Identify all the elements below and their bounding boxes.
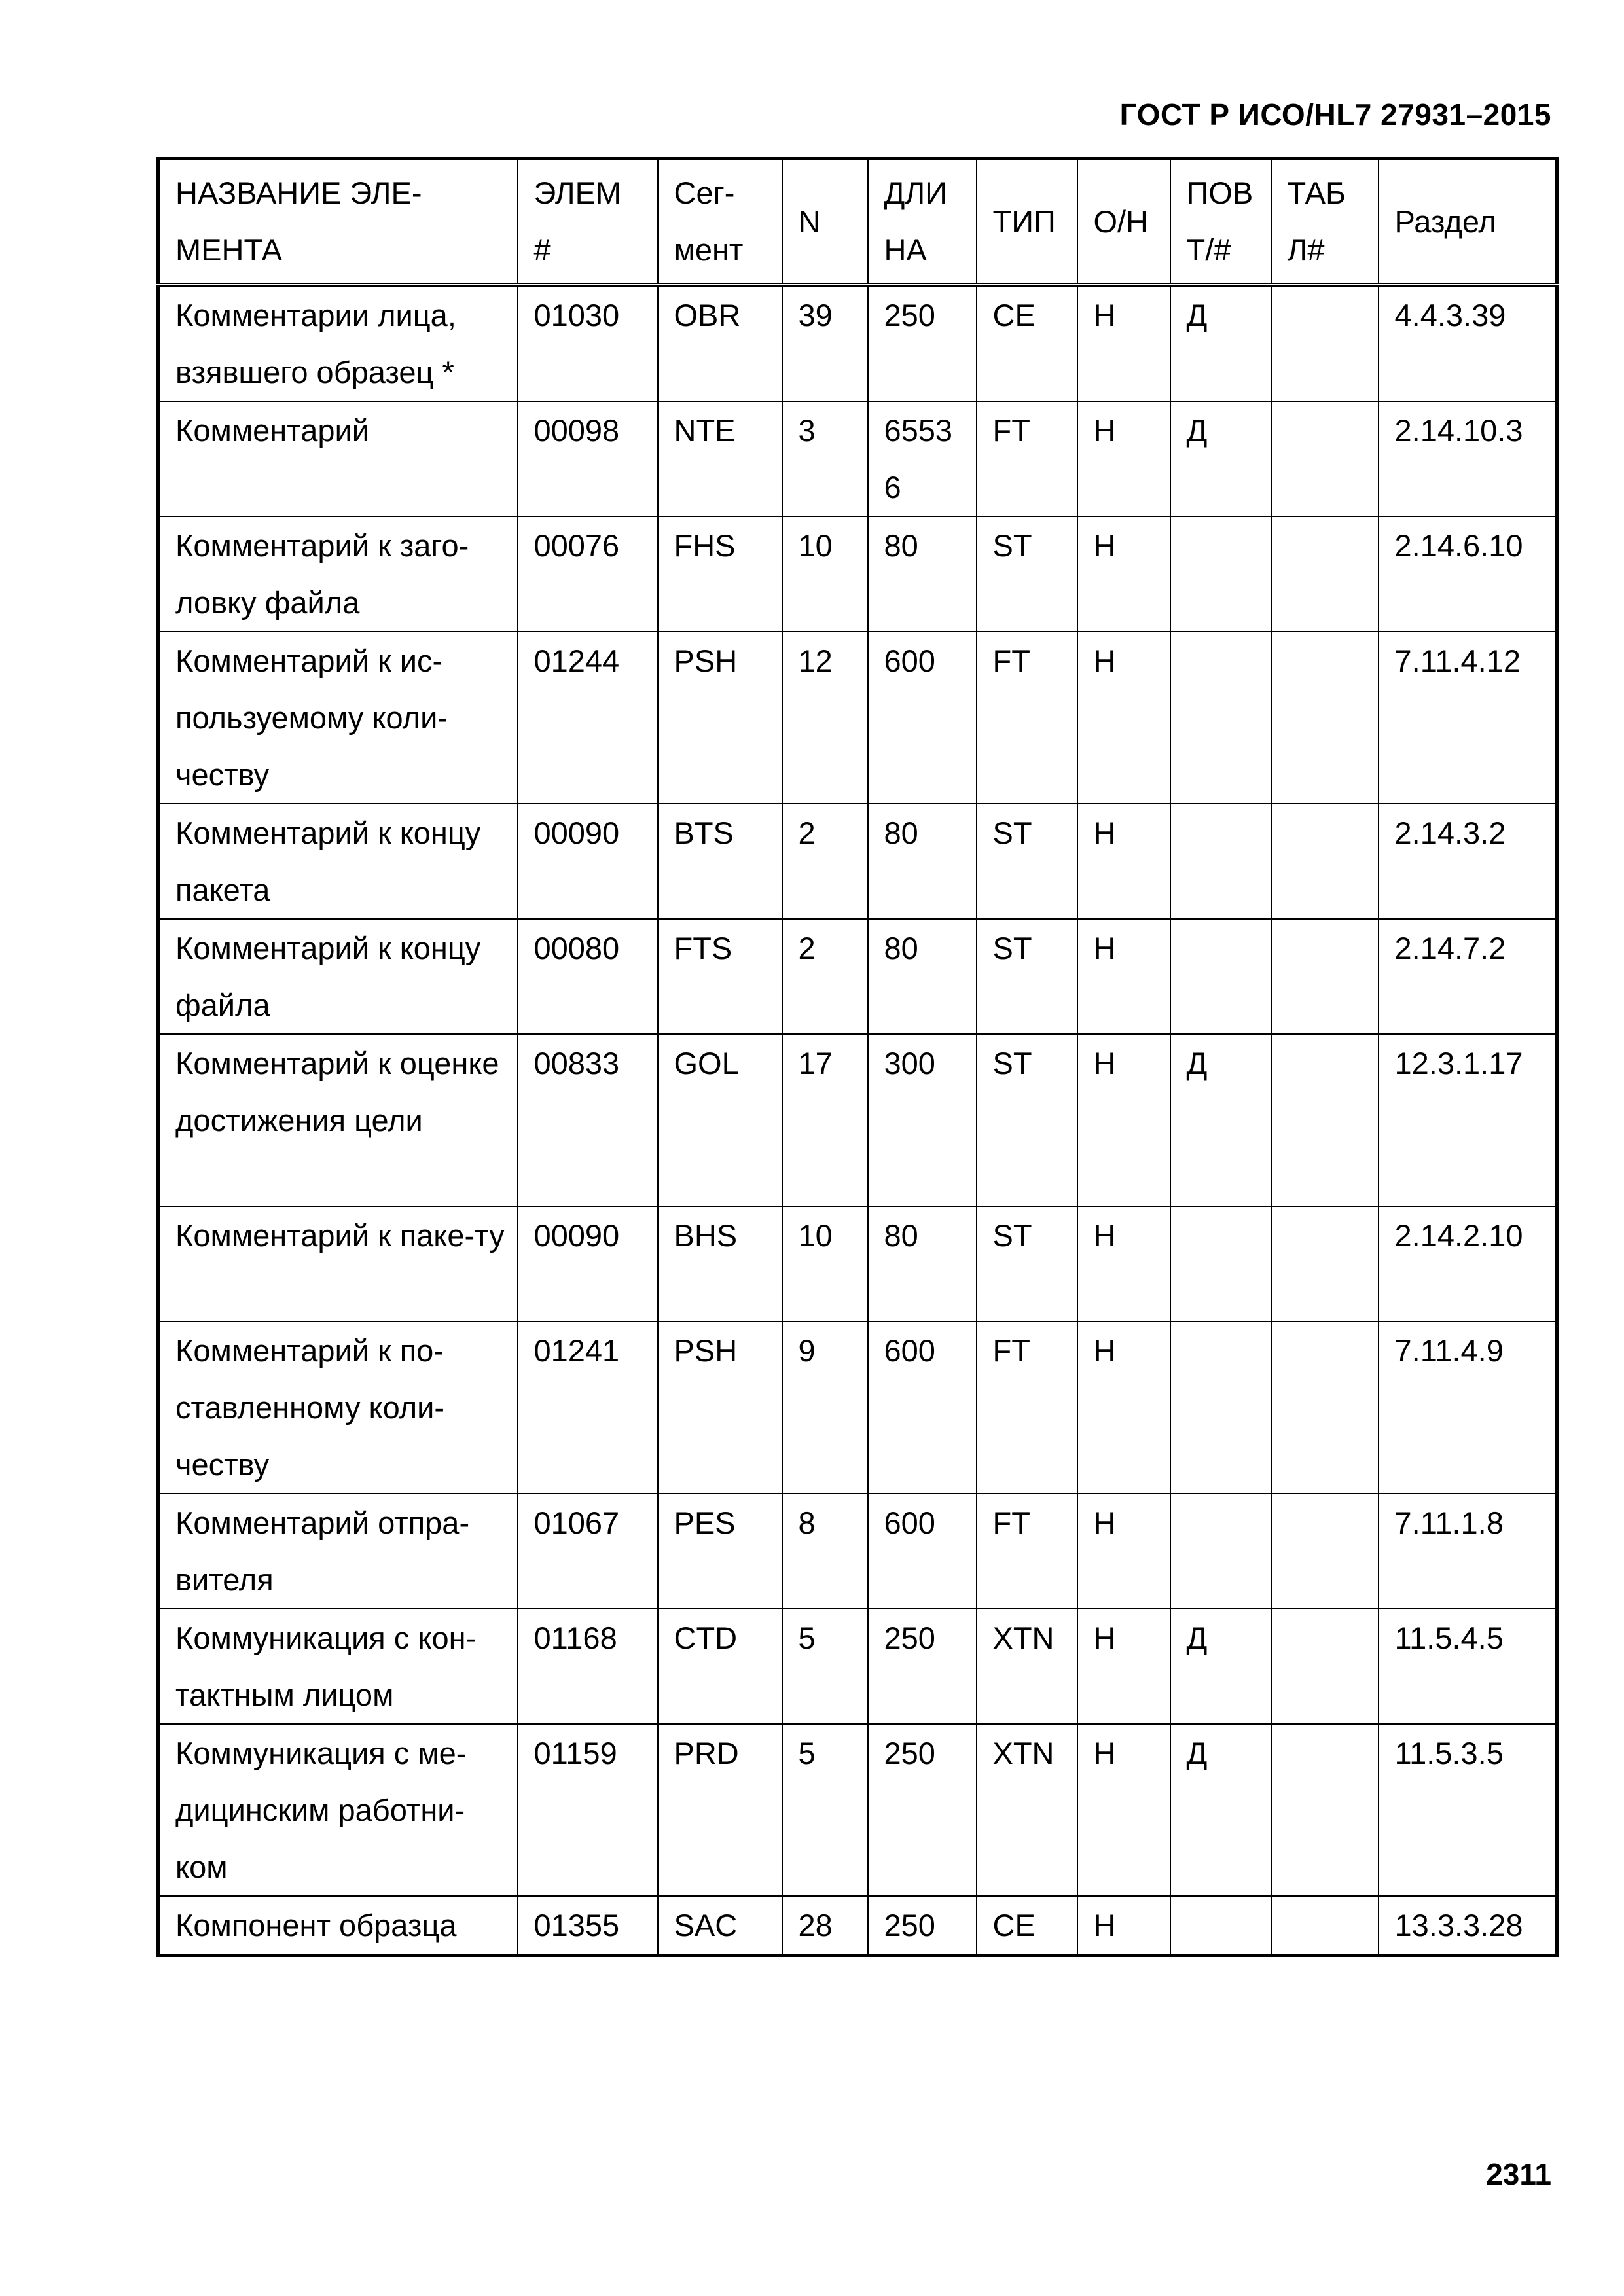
cell-repeat [1170, 632, 1271, 804]
cell-table-ref [1271, 1609, 1379, 1724]
cell-element-number: 01355 [518, 1896, 658, 1956]
cell-segment: BHS [658, 1206, 782, 1321]
cell-table-ref [1271, 285, 1379, 401]
cell-repeat [1170, 1494, 1271, 1609]
cell-section: 13.3.3.28 [1379, 1896, 1557, 1956]
column-header-type: ТИП [977, 159, 1077, 285]
cell-length: 80 [868, 919, 977, 1034]
cell-element-number: 01067 [518, 1494, 658, 1609]
cell-required: Н [1077, 1896, 1170, 1956]
cell-repeat: Д [1170, 1034, 1271, 1206]
cell-table-ref [1271, 1896, 1379, 1956]
cell-length: 250 [868, 285, 977, 401]
cell-n: 39 [782, 285, 868, 401]
cell-repeat: Д [1170, 285, 1271, 401]
table-row [158, 1609, 1557, 1724]
cell-segment: PSH [658, 1321, 782, 1494]
cell-element-name: Комментарий к заго-ловку файла [158, 516, 518, 632]
cell-segment: GOL [658, 1034, 782, 1206]
cell-required: Н [1077, 632, 1170, 804]
column-header-table: ТАБ Л# [1271, 159, 1379, 285]
cell-element-number: 01030 [518, 285, 658, 401]
column-header-element-number: ЭЛЕМ # [518, 159, 658, 285]
cell-repeat [1170, 1321, 1271, 1494]
cell-section: 2.14.10.3 [1379, 401, 1557, 516]
cell-section: 11.5.4.5 [1379, 1609, 1557, 1724]
cell-required: Н [1077, 1724, 1170, 1896]
table-row [158, 632, 1557, 804]
cell-length: 600 [868, 1321, 977, 1494]
cell-required: Н [1077, 1494, 1170, 1609]
table-row [158, 516, 1557, 632]
cell-required: Н [1077, 401, 1170, 516]
cell-n: 2 [782, 919, 868, 1034]
cell-length: 250 [868, 1609, 977, 1724]
cell-segment: FHS [658, 516, 782, 632]
cell-segment: PSH [658, 632, 782, 804]
cell-n: 10 [782, 516, 868, 632]
cell-table-ref [1271, 1321, 1379, 1494]
cell-n: 10 [782, 1206, 868, 1321]
cell-table-ref [1271, 632, 1379, 804]
cell-section: 4.4.3.39 [1379, 285, 1557, 401]
cell-type: ST [977, 1034, 1077, 1206]
page-number: 2311 [1486, 2157, 1551, 2191]
cell-element-number: 01168 [518, 1609, 658, 1724]
cell-element-name: Комментарий к концу файла [158, 919, 518, 1034]
cell-required: Н [1077, 804, 1170, 919]
cell-repeat [1170, 1896, 1271, 1956]
cell-n: 5 [782, 1609, 868, 1724]
cell-n: 9 [782, 1321, 868, 1494]
cell-repeat: Д [1170, 401, 1271, 516]
cell-section: 7.11.1.8 [1379, 1494, 1557, 1609]
cell-required: Н [1077, 285, 1170, 401]
cell-type: FT [977, 1321, 1077, 1494]
table-row [158, 919, 1557, 1034]
cell-n: 2 [782, 804, 868, 919]
cell-n: 8 [782, 1494, 868, 1609]
column-header-section: Раздел [1379, 159, 1557, 285]
cell-element-number: 01241 [518, 1321, 658, 1494]
cell-element-name: Коммуникация с кон-тактным лицом [158, 1609, 518, 1724]
column-header-length: ДЛИ НА [868, 159, 977, 285]
cell-length: 600 [868, 632, 977, 804]
cell-element-number: 00090 [518, 1206, 658, 1321]
cell-element-number: 00076 [518, 516, 658, 632]
cell-segment: SAC [658, 1896, 782, 1956]
cell-n: 17 [782, 1034, 868, 1206]
cell-section: 2.14.2.10 [1379, 1206, 1557, 1321]
cell-required: Н [1077, 919, 1170, 1034]
cell-table-ref [1271, 516, 1379, 632]
table-header-row [158, 159, 1557, 285]
cell-segment: FTS [658, 919, 782, 1034]
cell-type: FT [977, 401, 1077, 516]
cell-required: Н [1077, 516, 1170, 632]
cell-element-name: Комментарии лица, взявшего образец * [158, 285, 518, 401]
cell-section: 11.5.3.5 [1379, 1724, 1557, 1896]
cell-type: CE [977, 285, 1077, 401]
cell-table-ref [1271, 919, 1379, 1034]
cell-length: 300 [868, 1034, 977, 1206]
cell-type: ST [977, 919, 1077, 1034]
cell-length: 80 [868, 1206, 977, 1321]
cell-repeat [1170, 1206, 1271, 1321]
element-index-table [156, 157, 1559, 1957]
cell-repeat [1170, 804, 1271, 919]
cell-type: XTN [977, 1609, 1077, 1724]
cell-length: 250 [868, 1896, 977, 1956]
cell-type: ST [977, 1206, 1077, 1321]
cell-table-ref [1271, 1034, 1379, 1206]
table-row [158, 804, 1557, 919]
cell-table-ref [1271, 1206, 1379, 1321]
column-header-segment: Сег-мент [658, 159, 782, 285]
cell-segment: CTD [658, 1609, 782, 1724]
cell-section: 2.14.7.2 [1379, 919, 1557, 1034]
cell-element-number: 00080 [518, 919, 658, 1034]
document-id: ГОСТ Р ИСО/HL7 27931–2015 [1119, 98, 1551, 132]
column-header-element-name: НАЗВАНИЕ ЭЛЕ-МЕНТА [158, 159, 518, 285]
cell-table-ref [1271, 1724, 1379, 1896]
cell-table-ref [1271, 804, 1379, 919]
cell-element-number: 01244 [518, 632, 658, 804]
cell-element-name: Комментарий отпра-вителя [158, 1494, 518, 1609]
cell-element-name: Комментарий [158, 401, 518, 516]
cell-repeat: Д [1170, 1724, 1271, 1896]
cell-type: ST [977, 804, 1077, 919]
cell-segment: NTE [658, 401, 782, 516]
cell-type: FT [977, 1494, 1077, 1609]
cell-length: 80 [868, 516, 977, 632]
cell-segment: BTS [658, 804, 782, 919]
cell-element-name: Комментарий к оценке достижения цели [158, 1034, 518, 1206]
cell-section: 12.3.1.17 [1379, 1034, 1557, 1206]
cell-element-name: Коммуникация с ме-дицинским работни-ком [158, 1724, 518, 1896]
cell-section: 2.14.6.10 [1379, 516, 1557, 632]
table-row [158, 1724, 1557, 1896]
cell-length: 600 [868, 1494, 977, 1609]
table-row [158, 401, 1557, 516]
table-row [158, 1321, 1557, 1494]
cell-table-ref [1271, 1494, 1379, 1609]
table-row [158, 1206, 1557, 1321]
cell-length: 6553 6 [868, 401, 977, 516]
cell-length: 250 [868, 1724, 977, 1896]
column-header-n: N [782, 159, 868, 285]
cell-element-name: Комментарий к концу пакета [158, 804, 518, 919]
cell-element-number: 00098 [518, 401, 658, 516]
cell-element-name: Комментарий к по-ставленному коли-честву [158, 1321, 518, 1494]
cell-section: 7.11.4.9 [1379, 1321, 1557, 1494]
cell-repeat: Д [1170, 1609, 1271, 1724]
cell-type: CE [977, 1896, 1077, 1956]
cell-n: 28 [782, 1896, 868, 1956]
cell-repeat [1170, 919, 1271, 1034]
table-row [158, 285, 1557, 401]
cell-segment: PRD [658, 1724, 782, 1896]
cell-type: XTN [977, 1724, 1077, 1896]
cell-required: Н [1077, 1206, 1170, 1321]
table-row [158, 1896, 1557, 1956]
table-row [158, 1034, 1557, 1206]
cell-required: Н [1077, 1321, 1170, 1494]
cell-section: 2.14.3.2 [1379, 804, 1557, 919]
cell-n: 3 [782, 401, 868, 516]
cell-required: Н [1077, 1034, 1170, 1206]
cell-element-name: Комментарий к паке-ту [158, 1206, 518, 1321]
cell-n: 12 [782, 632, 868, 804]
cell-element-number: 00090 [518, 804, 658, 919]
cell-required: Н [1077, 1609, 1170, 1724]
table-body [158, 285, 1557, 1956]
cell-section: 7.11.4.12 [1379, 632, 1557, 804]
cell-element-name: Комментарий к ис-пользуемому коли-честву [158, 632, 518, 804]
cell-n: 5 [782, 1724, 868, 1896]
cell-repeat [1170, 516, 1271, 632]
table-row [158, 1494, 1557, 1609]
cell-table-ref [1271, 401, 1379, 516]
cell-length: 80 [868, 804, 977, 919]
cell-element-number: 01159 [518, 1724, 658, 1896]
cell-segment: OBR [658, 285, 782, 401]
cell-type: ST [977, 516, 1077, 632]
column-header-required: О/Н [1077, 159, 1170, 285]
cell-type: FT [977, 632, 1077, 804]
cell-element-name: Компонент образца [158, 1896, 518, 1956]
cell-segment: PES [658, 1494, 782, 1609]
cell-element-number: 00833 [518, 1034, 658, 1206]
column-header-repeat: ПОВ Т/# [1170, 159, 1271, 285]
